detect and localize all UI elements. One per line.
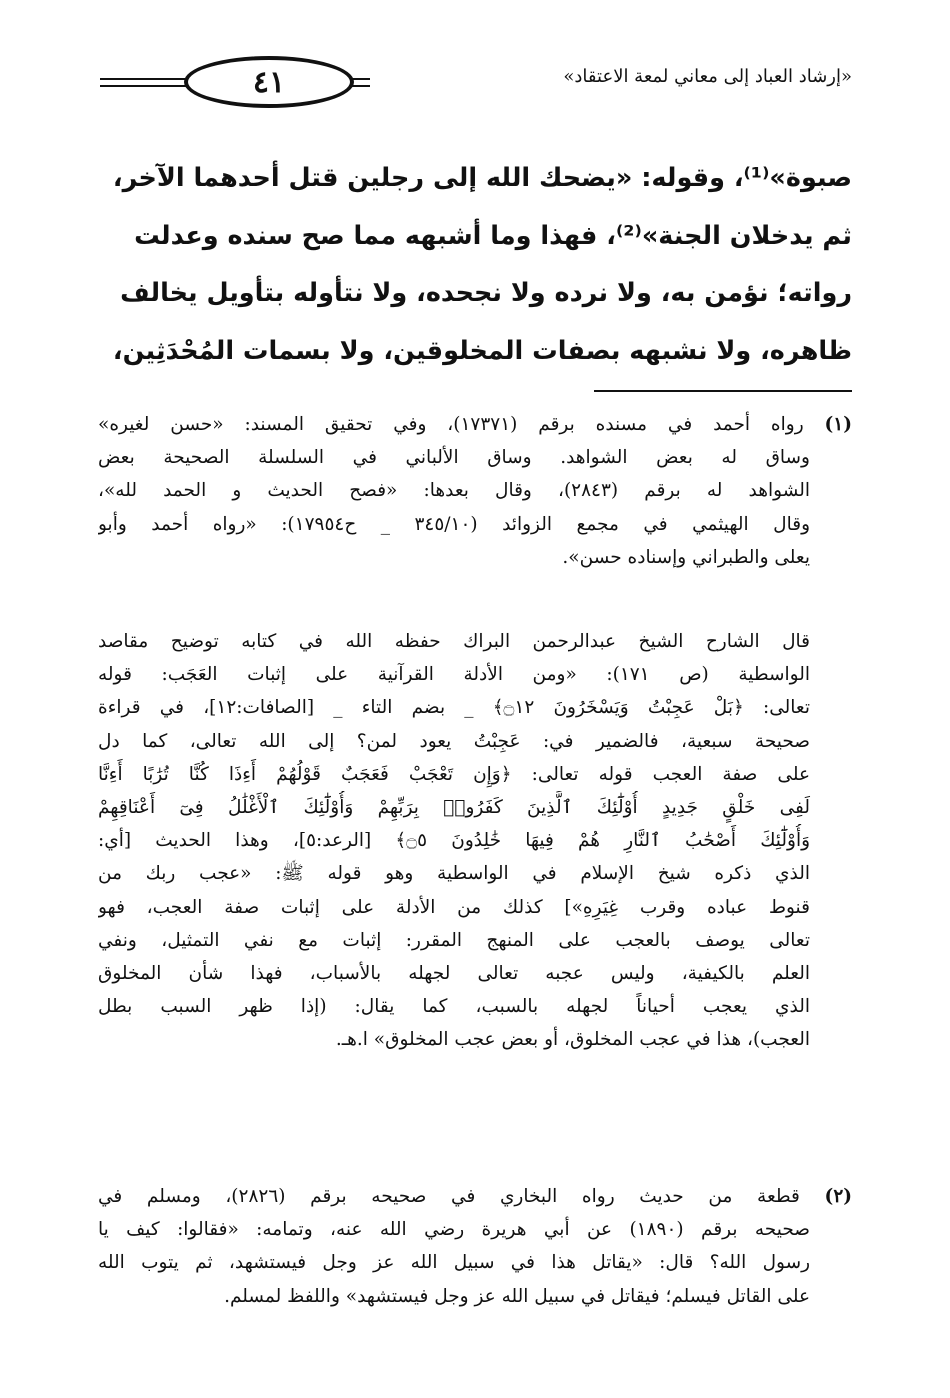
main-line: صبوة»⁽¹⁾، وقوله: «يضحك الله إلى رجلين قتل أحدهما الآخر، — [112, 163, 852, 193]
commentary-line: قنوط عباده وقرب غِيَرِهِ»] كذلك من الأدلة على إثبات صفة العجب، فهو — [98, 896, 810, 918]
main-line: ظاهره، ولا نشبهه بصفات المخلوقين، ولا بسمات المُحْدَثِين، — [112, 335, 852, 366]
footnote-line: رسول الله؟ قال: «يقاتل هذا في سبيل الله عز وجل فيستشهد، ثم يتوب الله — [98, 1252, 810, 1274]
footnote-separator — [594, 390, 852, 392]
footnote-line: (٢) قطعة من حديث رواه البخاري في صحيحه برقم (٢٨٢٦)، ومسلم في — [98, 1186, 852, 1207]
footnote-line: الشواهد له برقم (٢٨٤٣)، وقال بعدها: «فصح الحديث و الحمد لله»، — [98, 480, 810, 502]
main-line: رواته؛ نؤمن به، ولا نرده ولا نجحده، ولا نتأوله بتأويل يخالف — [120, 278, 852, 308]
commentary-line: وَأُوْلَٰٓئِكَ أَصْحَٰبُ ٱلنَّارِ هُمْ فِيهَا خَٰلِدُونَ ۝٥﴾ [الرعد:٥]، وهذا الحديث [أي: — [98, 830, 811, 852]
page-header — [100, 52, 852, 114]
footnote-number: (٢) — [824, 1186, 852, 1207]
footnote-2 — [98, 1180, 852, 1313]
footnote-line: يعلى والطبراني وإسناده حسن». — [562, 546, 810, 568]
commentary-line: الذي ذكره شيخ الإسلام في الواسطية وهو قوله ﷺ: «عجب ربك من — [98, 863, 810, 885]
commentary-line: العجب)، هذا في عجب المخلوق، أو بعض عجب المخلوق» ا.هـ. — [335, 1029, 810, 1051]
main-line: ثم يدخلان الجنة»⁽²⁾، فهذا وما أشبهه مما صح سنده وعدلت — [134, 220, 852, 251]
commentary — [98, 625, 852, 1057]
commentary-line: الذي يعجب أحياناً لجهله بالسبب، كما يقال: (إذا ظهر السبب بطل — [98, 996, 810, 1018]
commentary-line: قال الشارح الشيخ عبدالرحمن البراك حفظه الله في كتابه توضيح مقاصد — [98, 631, 810, 652]
footnote-line: على القاتل فيسلم؛ فيقاتل في سبيل الله عز وجل فيستشهد» واللفظ لمسلم. — [224, 1285, 810, 1307]
commentary-line: لَفِى خَلْقٍ جَدِيدٍ أُوْلَٰٓئِكَ ٱلَّذِينَ كَفَرُوا۟ بِرَبِّهِمْ وَأُوْلَٰٓئِكَ ٱلْأَغْلَٰلُ فِىٓ أَعْنَاقِهِمْ — [98, 797, 810, 819]
commentary-line: الواسطية (ص ١٧١): «ومن الأدلة القرآنية على إثبات العَجَب: قوله — [98, 664, 810, 686]
commentary-line: تعالى يوصف بالعجب على المنهج المقرر: إثبات مع نفي التمثيل، ونفي — [98, 929, 810, 951]
footnote-line: وقال الهيثمي في مجمع الزوائد (٣٤٥/١٠ _ ح١٧٩٥٤): «رواه أحمد وأبو — [98, 513, 811, 535]
commentary-line: على صفة العجب قوله تعالى: ﴿وَإِن تَعْجَبْ فَعَجَبٌ قَوْلُهُمْ أَءِذَا كُنَّا تُرَٰبًا أَءِنَّا — [98, 763, 810, 785]
page-number: ٤١ — [184, 56, 354, 108]
footnote-number: (١) — [824, 414, 852, 435]
main-text — [98, 150, 852, 380]
commentary-line: تعالى: ﴿بَلْ عَجِبْتُ وَيَسْخَرُونَ ۝١٢﴾ _ بضم التاء _ [الصافات:١٢]، في قراءة — [98, 697, 810, 719]
book-title: «إرشاد العباد إلى معاني لمعة الاعتقاد» — [370, 66, 852, 87]
commentary-line: العلم بالكيفية، وليس عجبه تعالى لجهله بالأسباب، فهذا شأن المخلوق — [98, 963, 810, 985]
commentary-line: صحيحة سبعية، فالضمير في: عَجِبْتُ يعود لمن؟ إلى الله تعالى، كما دل — [98, 730, 810, 752]
footnote-1 — [98, 408, 852, 574]
footnote-line: (١) رواه أحمد في مسنده برقم (١٧٣٧١)، وفي تحقيق المسند: «حسن لغيره» — [98, 414, 852, 435]
footnote-line: صحيحه برقم (١٨٩٠) عن أبي هريرة رضي الله عنه، وتمامه: «فقالوا: كيف يا — [98, 1219, 810, 1241]
footnote-line: وساق له بعض الشواهد. وساق الألباني في السلسلة الصحيحة بعض — [98, 447, 810, 469]
